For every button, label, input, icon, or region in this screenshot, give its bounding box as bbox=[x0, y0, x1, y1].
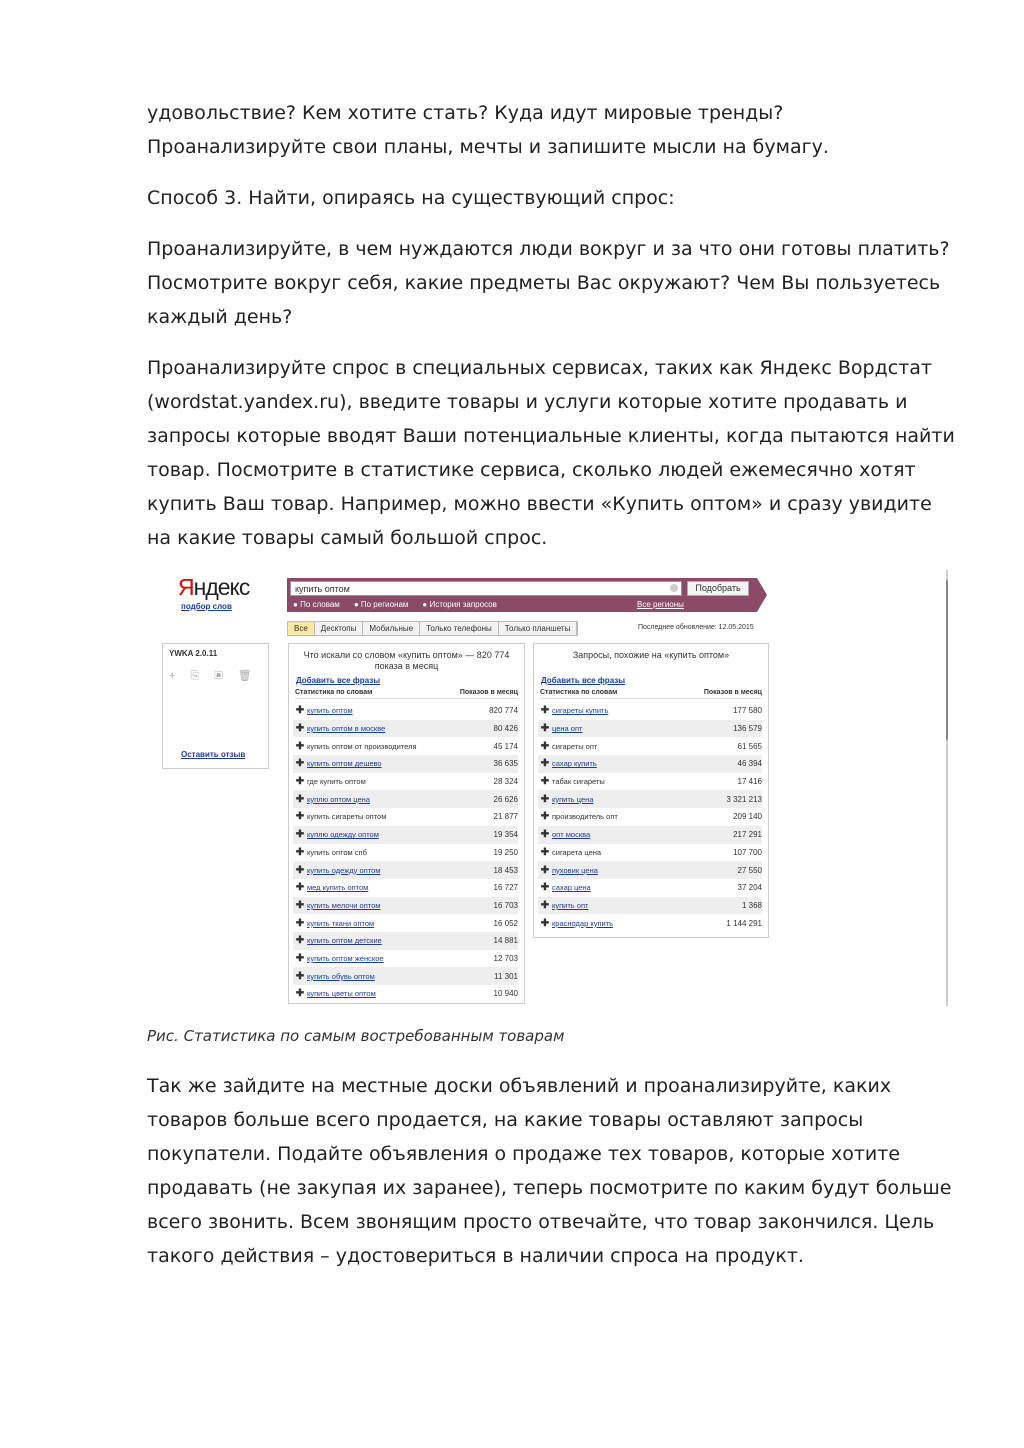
impressions-count: 17 416 bbox=[737, 777, 762, 787]
impressions-count: 14 881 bbox=[493, 936, 518, 946]
impressions-count: 10 940 bbox=[493, 989, 518, 999]
add-icon[interactable]: ✚ bbox=[295, 846, 305, 858]
phrase-link[interactable]: производитель опт bbox=[552, 812, 618, 822]
search-input[interactable]: купить оптом bbox=[290, 581, 682, 596]
add-icon[interactable]: ✚ bbox=[540, 740, 550, 752]
table-row bbox=[293, 773, 518, 791]
feedback-link[interactable]: Оставить отзыв bbox=[181, 750, 246, 759]
column-header: Показов в месяц bbox=[459, 689, 518, 696]
phrase-link[interactable]: сахар купить bbox=[552, 759, 597, 769]
phrase-link[interactable]: купить оптом bbox=[307, 706, 353, 716]
table-row bbox=[293, 720, 518, 738]
impressions-count: 26 626 bbox=[493, 794, 518, 804]
impressions-count: 80 426 bbox=[493, 724, 518, 734]
impressions-count: 18 453 bbox=[493, 865, 518, 875]
phrase-link[interactable]: сахар цена bbox=[552, 883, 591, 893]
phrase-link[interactable]: куплю одежду оптом bbox=[307, 830, 379, 840]
impressions-count: 12 703 bbox=[493, 953, 518, 963]
phrase-link[interactable]: купить оптом дешево bbox=[307, 759, 382, 769]
paragraph: Проанализируйте, в чем нуждаются люди вокруг и за что они готовы платить? Посмотрите вокруг себя, какие предметы Вас окружают? Чем Вы пользуетесь каждый день? bbox=[147, 238, 950, 328]
table-row bbox=[293, 932, 518, 950]
table-row bbox=[538, 790, 762, 808]
right-results-box bbox=[533, 643, 769, 938]
add-icon[interactable]: ✚ bbox=[295, 829, 305, 841]
paragraph: Так же зайдите на местные доски объявлений и проанализируйте, каких товаров больше всего продается, на какие товары оставляют запросы покупатели. Подайте объявления о продаже тех товаров, которые хотите продавать (не закупая их заранее), теперь посмотрите по каким будут больше всего звонить. Всем звонящим просто отвечайте, что товар закончился. Цель такого действия – удостовериться в наличии спроса на продукт. bbox=[147, 1075, 952, 1267]
figure-caption: Рис. Статистика по самым востребованным товарам bbox=[147, 1027, 565, 1045]
add-icon[interactable]: ✚ bbox=[295, 988, 305, 1000]
phrase-link[interactable]: купить сигареты оптом bbox=[307, 812, 387, 822]
results-list bbox=[293, 702, 518, 1003]
add-all-link[interactable]: Добавить все фразы bbox=[541, 676, 626, 685]
add-icon[interactable]: ✚ bbox=[540, 758, 550, 770]
column-header: Показов в месяц bbox=[703, 689, 762, 696]
add-icon[interactable]: ✚ bbox=[540, 829, 550, 841]
add-icon[interactable]: ✚ bbox=[295, 899, 305, 911]
add-icon[interactable]: ✚ bbox=[540, 776, 550, 788]
table-row bbox=[538, 914, 762, 932]
table-row bbox=[293, 737, 518, 755]
table-row bbox=[538, 720, 762, 738]
tab-all[interactable]: Все bbox=[288, 622, 315, 635]
box-title: Что искали со словом «купить оптом» — 820 774 показа в месяц bbox=[303, 650, 510, 671]
device-tabs bbox=[287, 621, 578, 636]
phrase-link[interactable]: цена опт bbox=[552, 724, 583, 734]
paragraph-method-3: Способ 3. Найти, опираясь на существующий спрос: bbox=[147, 187, 675, 209]
add-icon[interactable]: ✚ bbox=[540, 705, 550, 717]
impressions-count: 1 144 291 bbox=[726, 918, 762, 928]
add-icon[interactable]: ✚ bbox=[295, 793, 305, 805]
impressions-count: 61 565 bbox=[737, 741, 762, 751]
table-row bbox=[293, 808, 518, 826]
impressions-count: 3 321 213 bbox=[726, 794, 762, 804]
tab-tablets[interactable]: Только планшеты bbox=[499, 622, 578, 635]
impressions-count: 46 394 bbox=[737, 759, 762, 769]
phrase-link[interactable]: купить опт bbox=[552, 900, 589, 910]
table-row bbox=[538, 844, 762, 862]
search-mode-radios bbox=[293, 600, 497, 609]
table-row bbox=[538, 773, 762, 791]
table-row bbox=[293, 879, 518, 897]
phrase-link[interactable]: купить мелочи оптом bbox=[307, 900, 381, 910]
results-list bbox=[538, 702, 762, 932]
table-row bbox=[293, 914, 518, 932]
phrase-link[interactable]: пуховик цена bbox=[552, 865, 598, 875]
column-header: Статистика по словам bbox=[540, 689, 618, 696]
add-icon[interactable]: ✚ bbox=[295, 758, 305, 770]
table-row bbox=[293, 790, 518, 808]
phrase-link[interactable]: купить оптом в москве bbox=[307, 724, 386, 734]
extension-tool-icons[interactable]: + ⎘ ▣ 🗑 bbox=[169, 670, 258, 682]
left-results-box bbox=[288, 643, 525, 1004]
table-row bbox=[293, 967, 518, 985]
impressions-count: 136 579 bbox=[733, 724, 762, 734]
add-icon[interactable]: ✚ bbox=[295, 935, 305, 947]
table-row bbox=[293, 985, 518, 1003]
impressions-count: 177 580 bbox=[733, 706, 762, 716]
table-row bbox=[538, 755, 762, 773]
add-icon[interactable]: ✚ bbox=[540, 899, 550, 911]
add-icon[interactable]: ✚ bbox=[295, 705, 305, 717]
add-icon[interactable]: ✚ bbox=[295, 970, 305, 982]
table-row bbox=[538, 897, 762, 915]
add-icon[interactable]: ✚ bbox=[295, 723, 305, 735]
add-icon[interactable]: ✚ bbox=[540, 723, 550, 735]
table-row bbox=[293, 755, 518, 773]
table-row bbox=[293, 897, 518, 915]
add-icon[interactable]: ✚ bbox=[540, 864, 550, 876]
add-icon[interactable]: ✚ bbox=[540, 882, 550, 894]
table-row bbox=[538, 879, 762, 897]
impressions-count: 217 291 bbox=[733, 830, 762, 840]
phrase-link[interactable]: сигареты купить bbox=[552, 706, 609, 716]
table-row bbox=[293, 861, 518, 879]
add-icon[interactable]: ✚ bbox=[295, 917, 305, 929]
add-icon[interactable]: ✚ bbox=[295, 882, 305, 894]
phrase-link[interactable]: купить обувь оптом bbox=[307, 971, 375, 981]
extension-panel bbox=[162, 643, 269, 769]
phrase-link[interactable]: табак сигареты bbox=[552, 777, 605, 787]
regions-link[interactable]: Все регионы bbox=[637, 600, 684, 609]
add-icon[interactable]: ✚ bbox=[540, 846, 550, 858]
impressions-count: 820 774 bbox=[489, 706, 518, 716]
add-icon[interactable]: ✚ bbox=[540, 811, 550, 823]
table-row bbox=[538, 737, 762, 755]
table-row bbox=[538, 702, 762, 720]
impressions-count: 1 368 bbox=[741, 900, 762, 910]
table-row bbox=[538, 808, 762, 826]
last-updated: Последнее обновление: 12.05.2015 bbox=[638, 624, 754, 631]
phrase-link[interactable]: купить цена bbox=[552, 794, 594, 804]
add-icon[interactable]: ✚ bbox=[295, 864, 305, 876]
search-bar bbox=[287, 578, 757, 612]
impressions-count: 16 727 bbox=[493, 883, 518, 893]
paragraph-wordstat: Проанализируйте спрос в специальных сервисах, таких как Яндекс Вордстат (wordstat.yandex.ru), введите товары и услуги которые хотите продавать и запросы которые вводят Ваши потенциальные клиенты, когда пытаются найти товар. Посмотрите в статистике сервиса, сколько людей ежемесячно хотят купить Ваш товар. Например, можно ввести «Купить оптом» и сразу увидите на какие товары самый большой спрос. bbox=[147, 357, 955, 549]
impressions-count: 107 700 bbox=[733, 847, 762, 857]
impressions-count: 28 324 bbox=[493, 777, 518, 787]
add-all-link[interactable]: Добавить все фразы bbox=[296, 676, 381, 685]
tab-mobile[interactable]: Мобильные bbox=[363, 622, 420, 635]
radio-by-regions[interactable]: ● По регионам bbox=[354, 600, 409, 609]
radio-history[interactable]: ● История запросов bbox=[422, 600, 496, 609]
phrase-link[interactable]: купить оптом от производителя bbox=[307, 741, 417, 751]
impressions-count: 16 703 bbox=[493, 900, 518, 910]
impressions-count: 19 354 bbox=[493, 830, 518, 840]
impressions-count: 36 635 bbox=[493, 759, 518, 769]
yandex-logo: Яндекс bbox=[178, 574, 250, 600]
logo-subtitle-link[interactable]: подбор слов bbox=[181, 602, 232, 611]
table-row bbox=[293, 826, 518, 844]
add-icon[interactable]: ✚ bbox=[540, 917, 550, 929]
impressions-count: 16 052 bbox=[493, 918, 518, 928]
clear-icon[interactable] bbox=[670, 584, 678, 592]
impressions-count: 19 250 bbox=[493, 847, 518, 857]
phrase-link[interactable]: купить оптом детские bbox=[307, 936, 382, 946]
phrase-link[interactable]: купить одежду оптом bbox=[307, 865, 381, 875]
phrase-link[interactable]: мед купить оптом bbox=[307, 883, 369, 893]
tab-phones[interactable]: Только телефоны bbox=[420, 622, 499, 635]
impressions-count: 21 877 bbox=[493, 812, 518, 822]
impressions-count: 209 140 bbox=[733, 812, 762, 822]
search-button[interactable]: Подобрать bbox=[687, 581, 749, 596]
table-row bbox=[538, 861, 762, 879]
impressions-count: 27 550 bbox=[737, 865, 762, 875]
tab-desktops[interactable]: Десктопы bbox=[315, 622, 364, 635]
add-icon[interactable]: ✚ bbox=[540, 793, 550, 805]
impressions-count: 11 301 bbox=[494, 971, 518, 981]
impressions-count: 37 204 bbox=[737, 883, 762, 893]
scrollbar-thumb[interactable] bbox=[946, 580, 948, 740]
radio-by-words[interactable]: ● По словам bbox=[293, 600, 340, 609]
phrase-link[interactable]: купить оптом спб bbox=[307, 847, 367, 857]
phrase-link[interactable]: сигареты опт bbox=[552, 741, 598, 751]
phrase-link[interactable]: сигарета цена bbox=[552, 847, 602, 857]
phrase-link[interactable]: опт москва bbox=[552, 830, 591, 840]
phrase-link[interactable]: где купить оптом bbox=[307, 777, 366, 787]
impressions-count: 45 174 bbox=[493, 741, 518, 751]
add-icon[interactable]: ✚ bbox=[295, 811, 305, 823]
column-header: Статистика по словам bbox=[295, 689, 373, 696]
table-row bbox=[293, 950, 518, 968]
paragraph: удовольствие? Кем хотите стать? Куда идут мировые тренды? Проанализируйте свои планы, мечты и запишите мысли на бумагу. bbox=[147, 102, 829, 158]
table-row bbox=[293, 702, 518, 720]
add-icon[interactable]: ✚ bbox=[295, 776, 305, 788]
phrase-link[interactable]: купить ткани оптом bbox=[307, 918, 375, 928]
table-row bbox=[293, 844, 518, 862]
table-row bbox=[538, 826, 762, 844]
phrase-link[interactable]: купить оптом женское bbox=[307, 953, 384, 963]
phrase-link[interactable]: купить цветы оптом bbox=[307, 989, 376, 999]
extension-title: YWKA 2.0.11 bbox=[169, 649, 218, 658]
phrase-link[interactable]: краснодар купить bbox=[552, 918, 614, 928]
add-icon[interactable]: ✚ bbox=[295, 740, 305, 752]
add-icon[interactable]: ✚ bbox=[295, 952, 305, 964]
box-title: Запросы, похожие на «купить оптом» bbox=[572, 650, 730, 660]
phrase-link[interactable]: куплю оптом цена bbox=[307, 794, 370, 804]
wordstat-screenshot bbox=[160, 570, 950, 1006]
